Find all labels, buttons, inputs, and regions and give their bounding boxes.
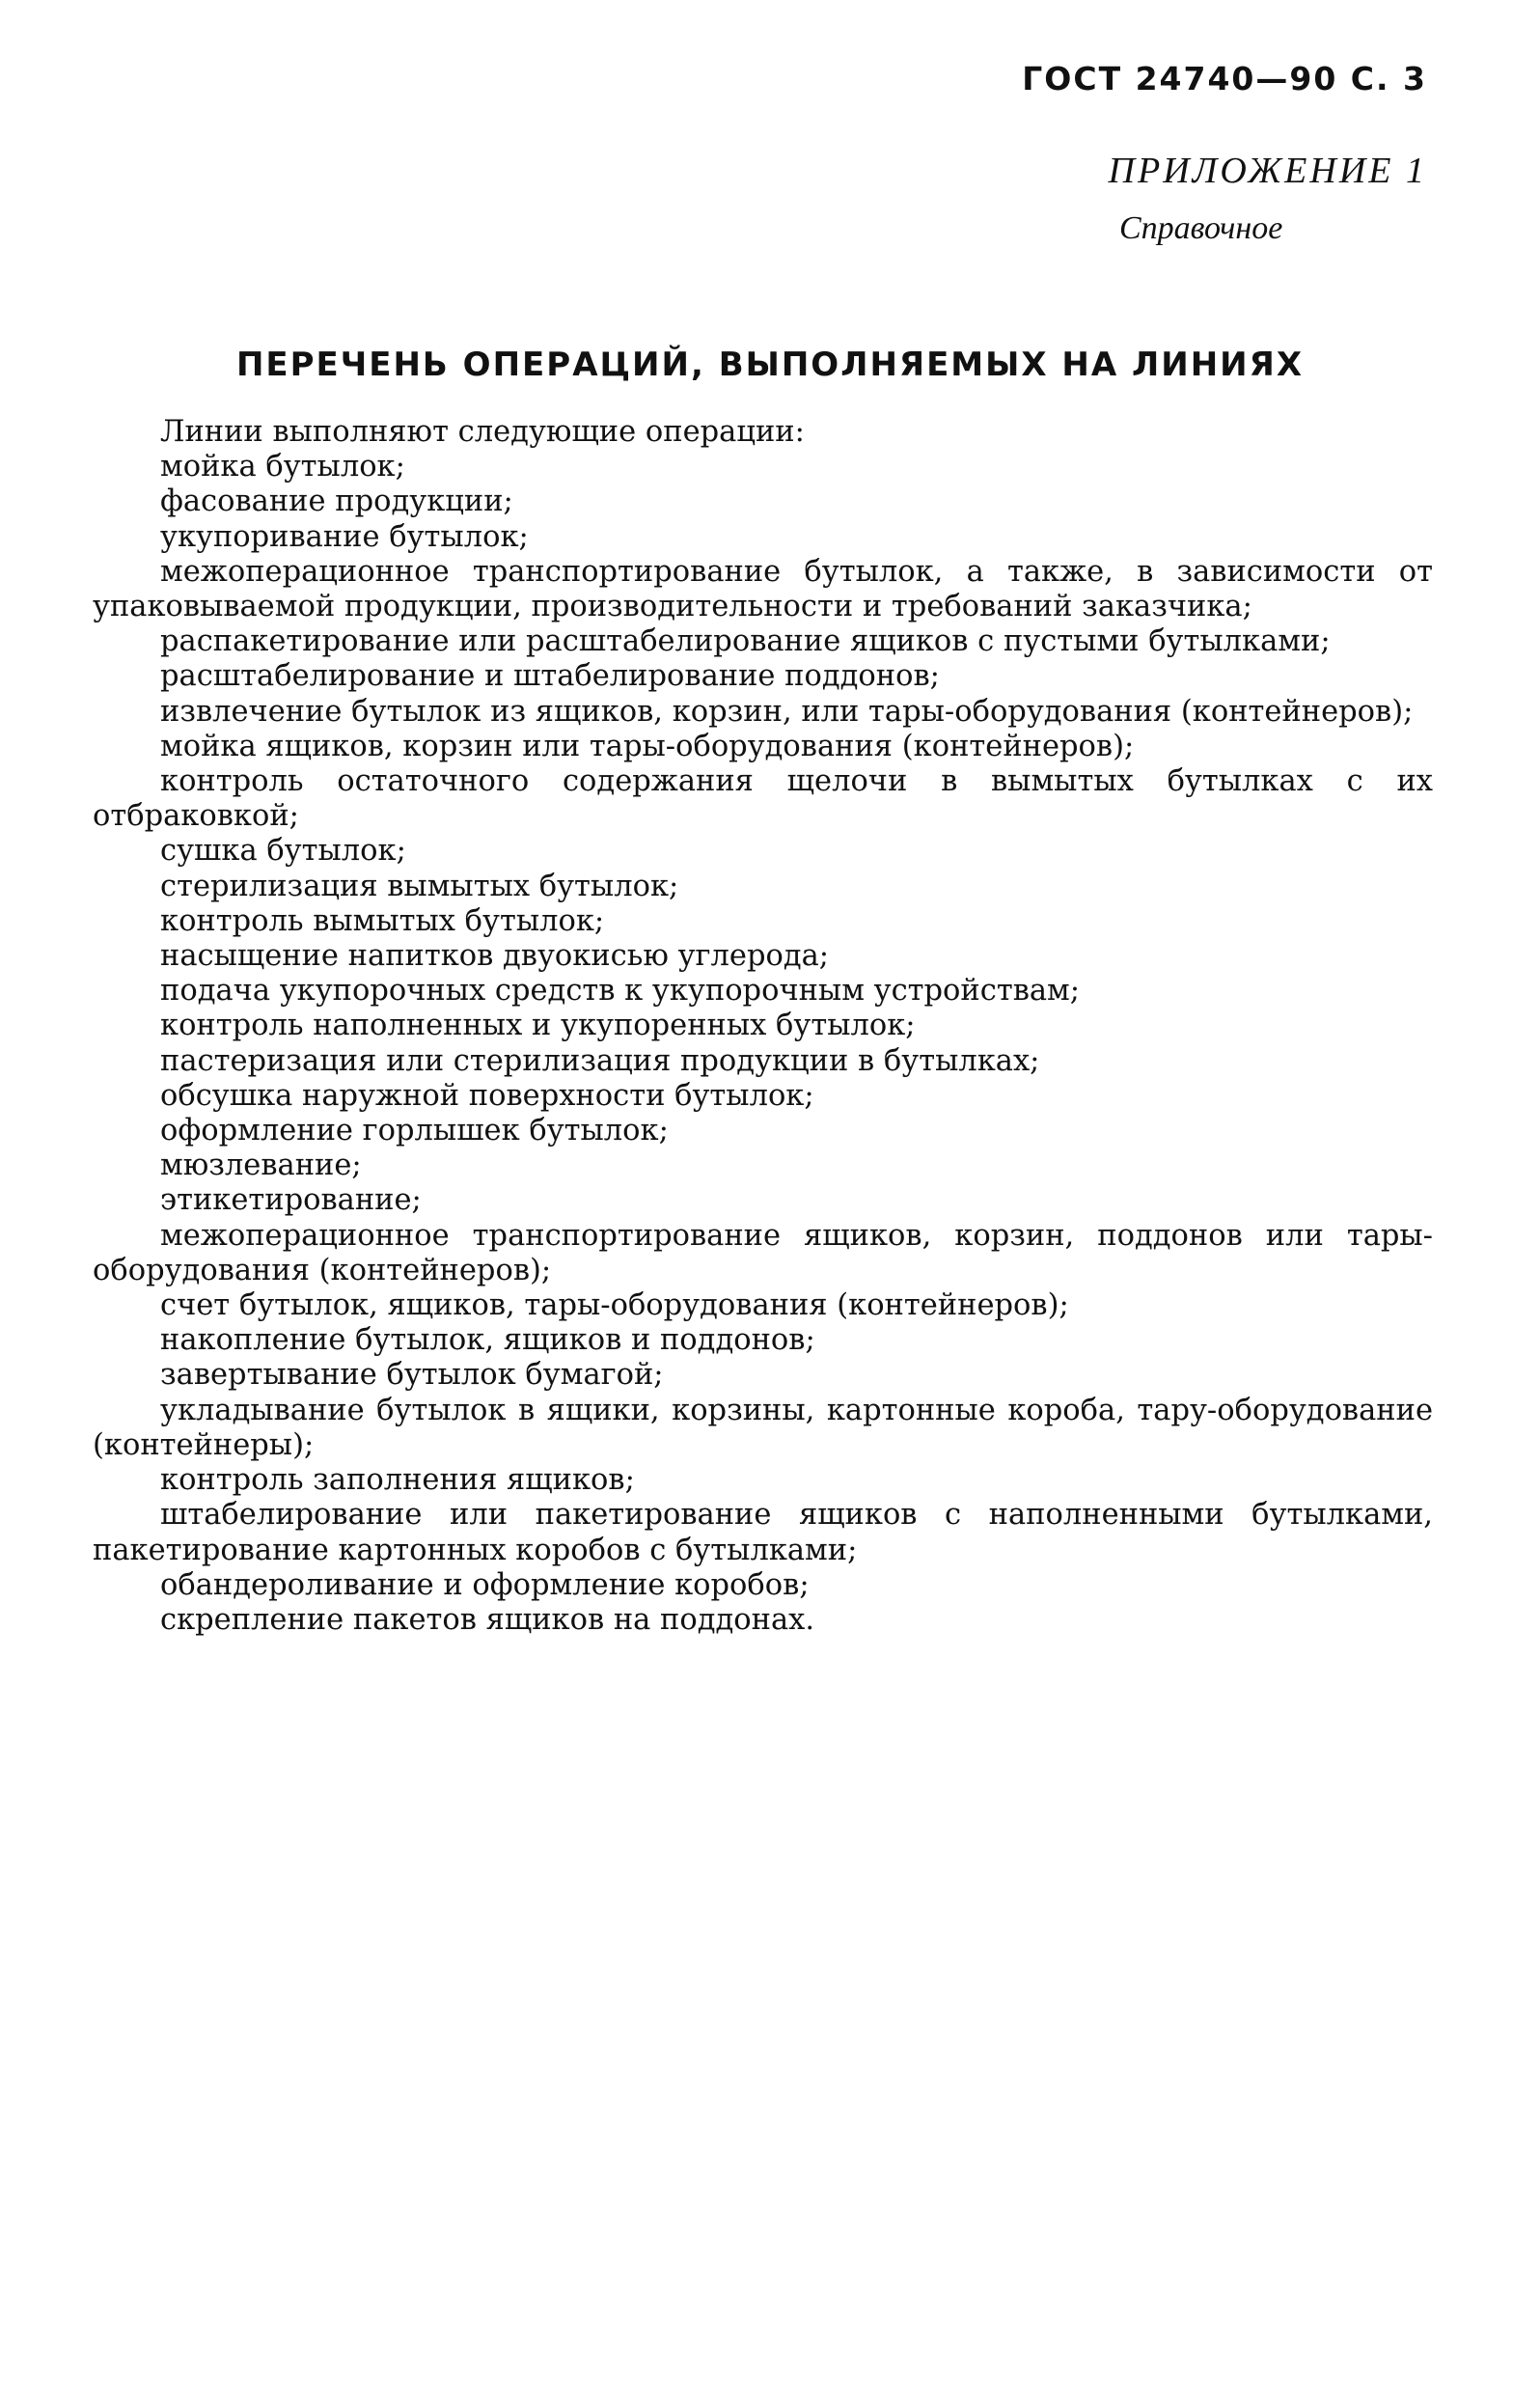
appendix-label: ПРИЛОЖЕНИЕ 1 — [1108, 151, 1427, 191]
operation-item: скрепление пакетов ящиков на поддонах. — [160, 1602, 815, 1637]
body-text — [93, 415, 1433, 1638]
document-title: ПЕРЕЧЕНЬ ОПЕРАЦИЙ, ВЫПОЛНЯЕМЫХ НА ЛИНИЯХ — [235, 346, 1305, 384]
operation-item: распакетирование или расштабелирование ящиков с пустыми бутылками; — [160, 624, 1331, 659]
operation-item: стерилизация вымытых бутылок; — [160, 869, 679, 903]
operation-item: пастеризация или стерилизация продукции в бутылках; — [160, 1043, 1040, 1078]
operation-item: завертывание бутылок бумагой; — [160, 1358, 664, 1393]
appendix-subtitle: Справочное — [1119, 210, 1283, 246]
operation-item: контроль остаточного содержания щелочи в вымытых бутылках с их отбраковкой; — [93, 764, 1433, 834]
operation-item: сушка бутылок; — [160, 834, 406, 869]
operation-item: расштабелирование и штабелирование поддонов; — [160, 659, 940, 694]
operation-item: мойка бутылок; — [160, 450, 405, 484]
operation-item: обсушка наружной поверхности бутылок; — [160, 1078, 814, 1113]
operations-list — [93, 450, 1433, 1638]
operation-item: межоперационное транспортирование ящиков, корзин, поддонов или тары-оборудования (контейнеров); — [93, 1218, 1433, 1287]
operation-item: мюзлевание; — [160, 1148, 362, 1183]
operation-item: мойка ящиков, корзин или тары-оборудования (контейнеров); — [160, 729, 1135, 763]
operation-item: фасование продукции; — [160, 484, 513, 519]
operation-item: укупоривание бутылок; — [160, 519, 529, 554]
operation-item: этикетирование; — [160, 1183, 422, 1218]
operation-item: межоперационное транспортирование бутылок, а также, в зависимости от упаковываемой продукции, производительности и требований заказчика; — [93, 554, 1433, 624]
operation-item: счет бутылок, ящиков, тары-оборудования (контейнеров); — [160, 1288, 1069, 1323]
operation-item: штабелирование или пакетирование ящиков с наполненными бутылками, пакетирование картонных коробов с бутылками; — [93, 1498, 1433, 1567]
operation-item: извлечение бутылок из ящиков, корзин, или тары-оборудования (контейнеров); — [160, 694, 1414, 729]
operation-item: контроль заполнения ящиков; — [160, 1463, 635, 1498]
operation-item: оформление горлышек бутылок; — [160, 1114, 669, 1148]
operation-item: укладывание бутылок в ящики, корзины, картонные короба, тару-оборудование (контейнеры); — [93, 1393, 1433, 1462]
page-header: ГОСТ 24740—90 С. 3 — [1022, 60, 1427, 97]
operation-item: накопление бутылок, ящиков и поддонов; — [160, 1323, 815, 1358]
operation-item: насыщение напитков двуокисью углерода; — [160, 939, 830, 974]
operation-item: подача укупорочных средств к укупорочным устройствам; — [160, 974, 1081, 1009]
operation-item: обандероливание и оформление коробов; — [160, 1567, 810, 1602]
operation-item: контроль вымытых бутылок; — [160, 903, 605, 938]
intro-paragraph: Линии выполняют следующие операции: — [160, 415, 805, 449]
operation-item: контроль наполненных и укупоренных бутылок; — [160, 1009, 916, 1043]
